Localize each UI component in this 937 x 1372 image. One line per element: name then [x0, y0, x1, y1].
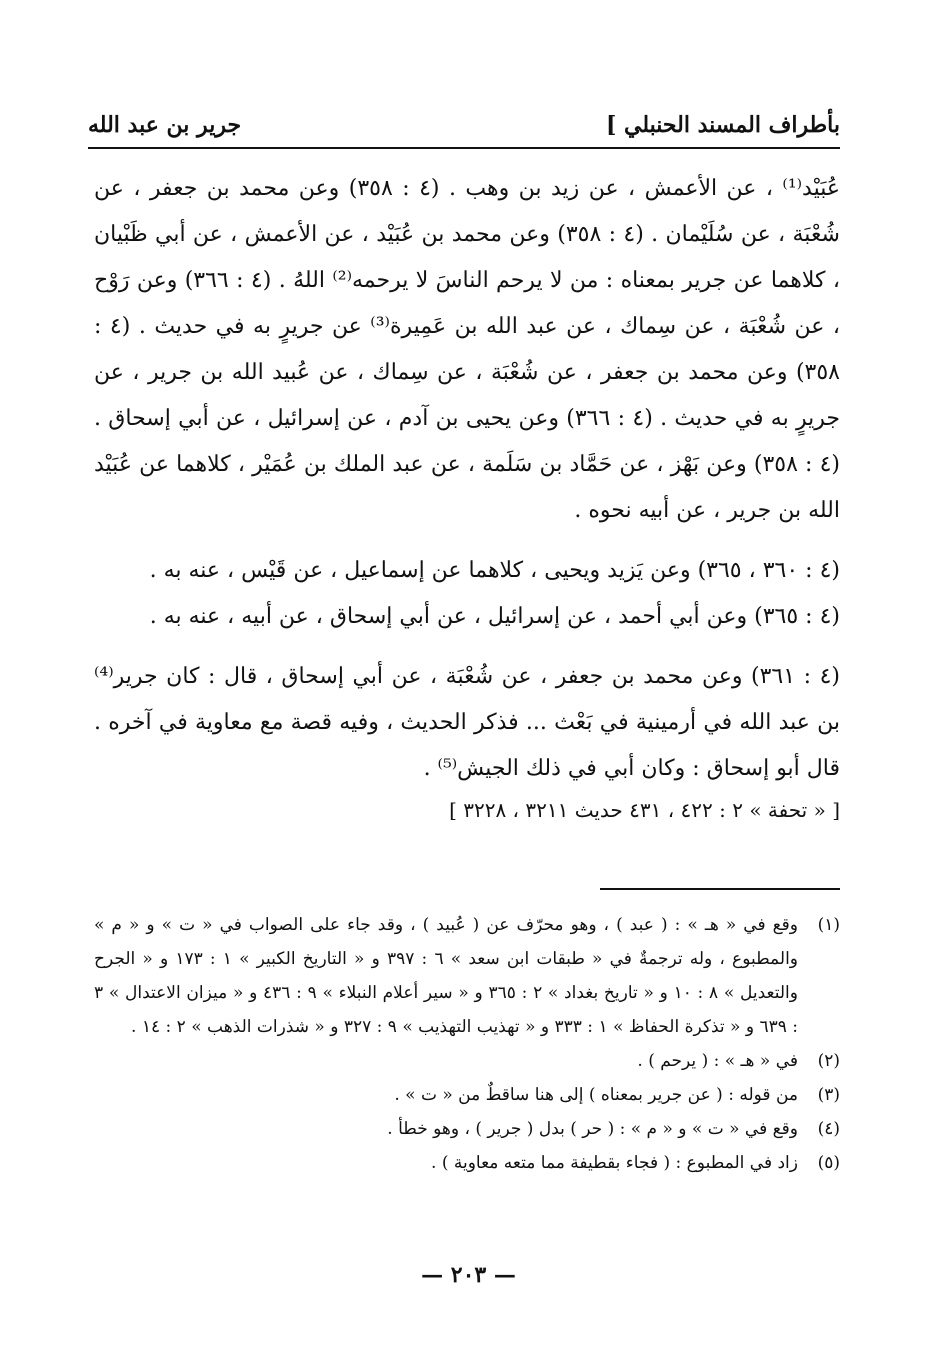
tuhfa-citation: [ « تحفة » ٢ : ٤٢٢ ، ٤٣١ حديث ٣٢١١ ، ٣٢٢٨ ] [449, 798, 840, 822]
header-section-title: جرير بن عبد الله [88, 112, 242, 138]
paragraph-4: (٤ : ٣٦١) وعن محمد بن جعفر ، عن شُعْبَة ، عن أبي إسحاق ، قال : كان جرير⁽⁴⁾ بن عبد الله في أرمينية في بَعْث ... فذكر الحديث ، وفيه قصة مع معاوية في آخره . قال أبو إسحاق : وكان أبي في ذلك الجيش⁽⁵⁾ . [94, 664, 840, 781]
footnote-3 [94, 1078, 840, 1112]
footnote-4 [94, 1112, 840, 1146]
footnote-rule [600, 888, 840, 890]
footnote-5 [94, 1146, 840, 1180]
main-text [94, 166, 840, 792]
paragraph-1: عُبَيْد⁽¹⁾ ، عن الأعمش ، عن زيد بن وهب . (٤ : ٣٥٨) وعن محمد بن جعفر ، عن شُعْبَة ، عن سُلَيْمان . (٤ : ٣٥٨) وعن محمد بن عُبَيْد ، عن الأعمش ، عن أبي ظَبْيان ، كلاهما عن جرير بمعناه : من لا يرحم الناسَ لا يرحمه⁽²⁾ اللهُ . (٤ : ٣٦٦) وعن رَوْح ، عن شُعْبَة ، عن سِماك ، عن عبد الله بن عَمِيرة⁽³⁾ عن جريرٍ به في حديث . (٤ : ٣٥٨) وعن محمد بن جعفر ، عن شُعْبَة ، عن سِماك ، عن عُبيد الله بن جرير ، عن جريرٍ به في حديث . (٤ : ٣٦٦) وعن يحيى بن آدم ، عن إسرائيل ، عن أبي إسحاق . (٤ : ٣٥٨) وعن بَهْز ، عن حَمَّاد بن سَلَمة ، عن عبد الملك بن عُمَيْر ، كلاهما عن عُبَيْد الله بن جرير ، عن أبيه نحوه . [94, 176, 841, 523]
footnote-text: وقع في « هـ » : ( عبد ) ، وهو محرّف عن ( عُبيد ) ، وقد جاء على الصواب في « ت » و « م » والمطبوع ، وله ترجمةٌ في « طبقات ابن سعد » ٦ : ٣٩٧ و « التاريخ الكبير » ١ : ١٧٣ و « الجرح والتعديل » ٨ : ١٠ و « تاريخ بغداد » ٢ : ٣٦٥ و « سير أعلام النبلاء » ٩ : ٤٣٦ و « ميزان الاعتدال » ٣ : ٦٣٩ و « تذكرة الحفاظ » ١ : ٣٣٣ و « تهذيب التهذيب » ٩ : ٣٢٧ و « شذرات الذهب » ٢ : ١٤ . [94, 915, 798, 1037]
header-book-title: بأطراف المسند الحنبلي ] [605, 112, 840, 138]
footnote-text: من قوله : ( عن جرير بمعناه ) إلى هنا ساقطٌ من « ت » . [394, 1085, 798, 1105]
page-number: — ٢٠٣ — [421, 1262, 516, 1288]
footnote-number: (١) [817, 915, 840, 935]
running-header [88, 98, 840, 138]
footnote-text: وقع في « ت » و « م » : ( حر ) بدل ( جرير ) ، وهو خطأ . [387, 1119, 798, 1139]
footnote-1 [94, 908, 840, 1044]
footnote-text: في « هـ » : ( يرحم ) . [637, 1051, 798, 1071]
footnote-text: زاد في المطبوع : ( فجاء بقطيفة مما متعه معاوية ) . [431, 1153, 798, 1173]
footnote-number: (٢) [817, 1051, 840, 1071]
footnote-number: (٥) [817, 1153, 840, 1173]
paragraph-2: (٤ : ٣٦٠ ، ٣٦٥) وعن يَزيد ويحيى ، كلاهما عن إسماعيل ، عن قَيْس ، عنه به . [149, 558, 840, 583]
header-rule [88, 147, 840, 149]
footnote-2 [94, 1044, 840, 1078]
footnotes [94, 908, 840, 1180]
footnote-number: (٤) [817, 1119, 840, 1139]
footnote-number: (٣) [817, 1085, 840, 1105]
paragraph-3: (٤ : ٣٦٥) وعن أبي أحمد ، عن إسرائيل ، عن أبي إسحاق ، عن أبيه ، عنه به . [149, 604, 840, 629]
